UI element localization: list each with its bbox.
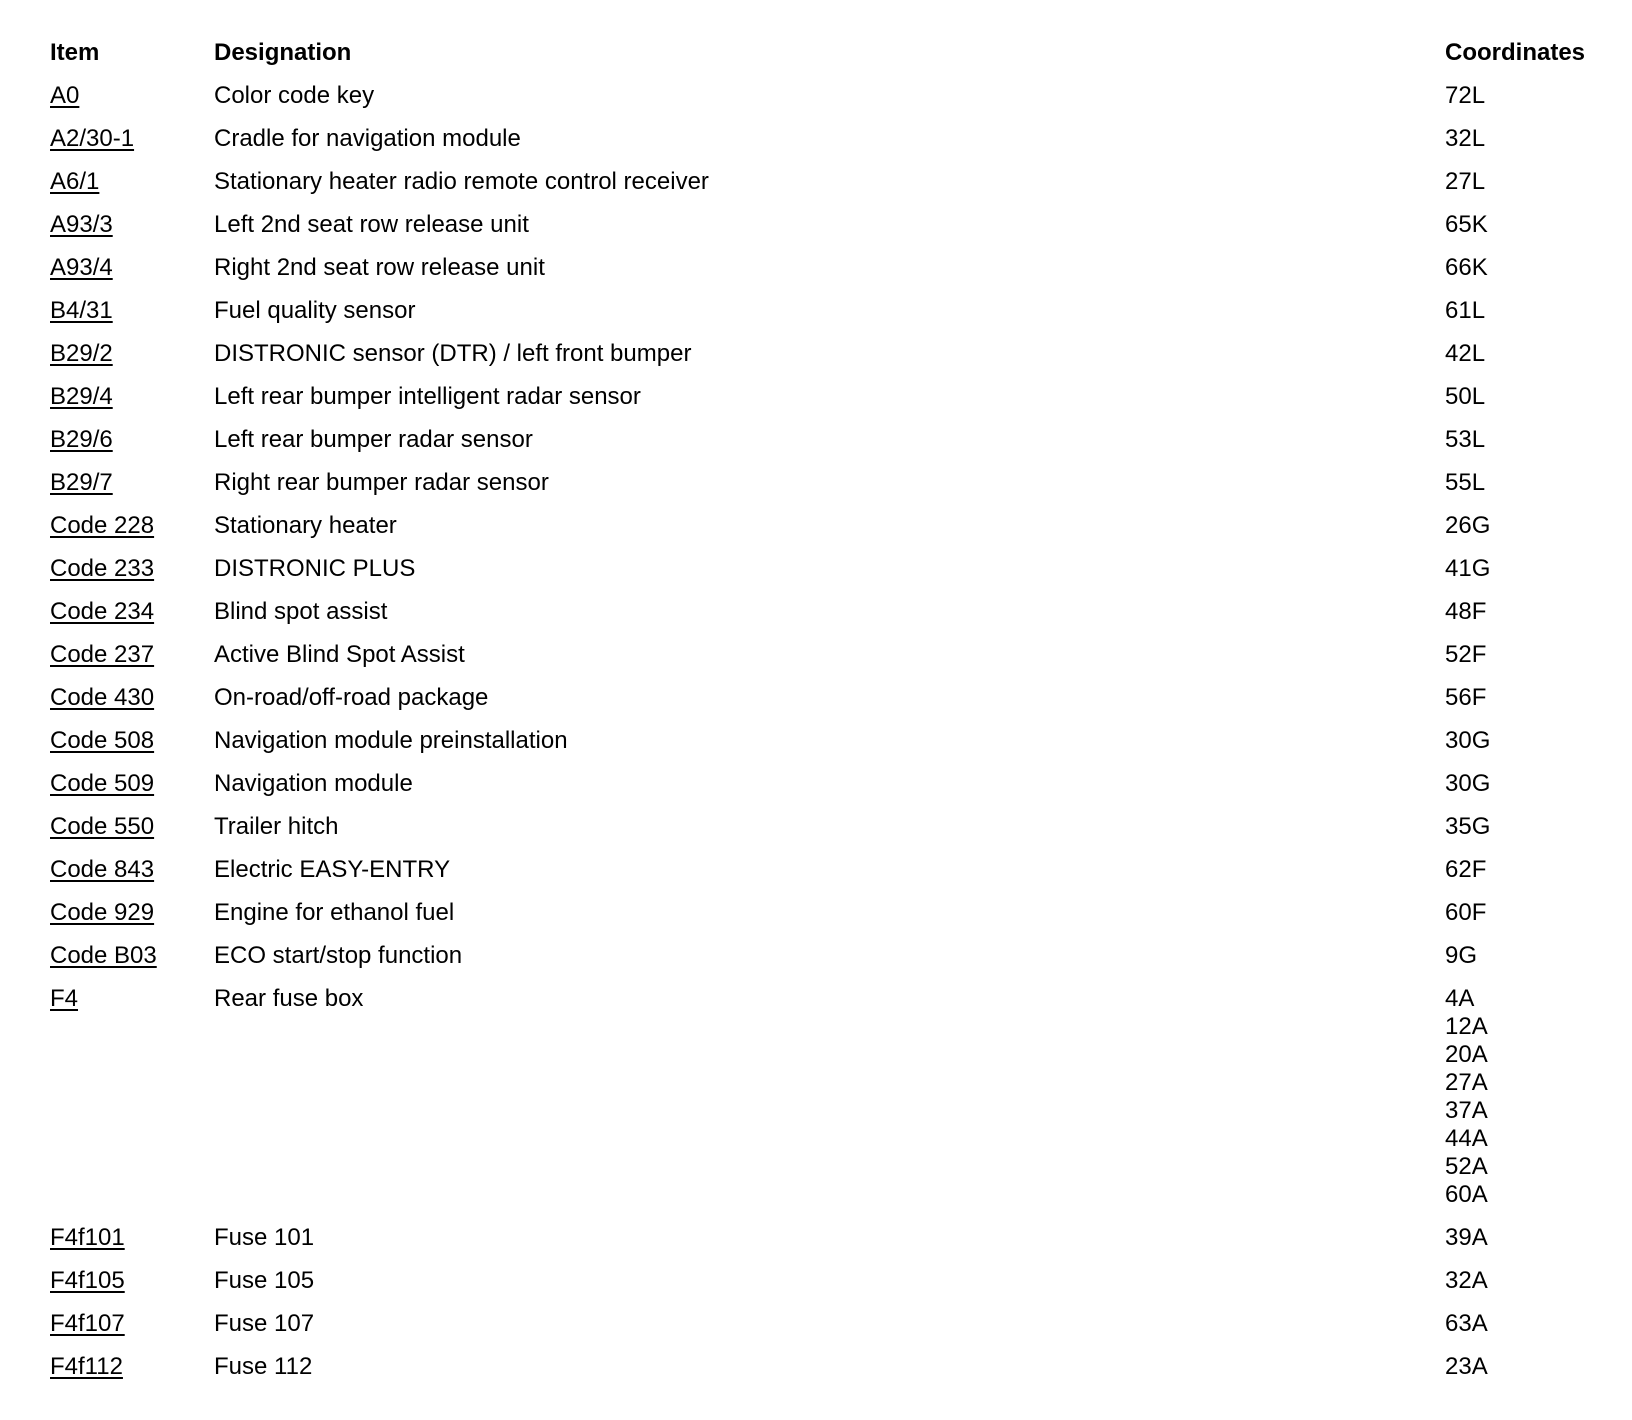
table-row xyxy=(50,125,1610,168)
item-link[interactable]: Code 509 xyxy=(50,770,155,797)
table-row xyxy=(50,82,1610,125)
coordinate-value: 4A xyxy=(1445,985,1475,1012)
coordinate-value: 41G xyxy=(1445,555,1491,582)
designation-cell: Blind spot assist xyxy=(214,598,388,625)
header-coordinates: Coordinates xyxy=(1445,39,1586,66)
coordinate-value: 35G xyxy=(1445,813,1491,840)
item-link[interactable]: Code 233 xyxy=(50,555,155,582)
item-cell xyxy=(50,770,154,798)
table-row xyxy=(50,512,1610,555)
designation-cell: Electric EASY-ENTRY xyxy=(214,856,451,883)
coordinates-cell xyxy=(1445,555,1490,583)
coordinate-value: 60A xyxy=(1445,1181,1488,1208)
coordinates-cell xyxy=(1445,856,1486,884)
item-link[interactable]: A93/4 xyxy=(50,254,113,281)
item-cell xyxy=(50,1353,123,1381)
item-cell xyxy=(50,254,113,282)
item-link[interactable]: Code 843 xyxy=(50,856,155,883)
coordinate-value: 27A xyxy=(1445,1069,1488,1096)
coordinate-value: 30G xyxy=(1445,727,1491,754)
designation-cell: DISTRONIC PLUS xyxy=(214,555,416,582)
table-row xyxy=(50,813,1610,856)
coordinate-value: 61L xyxy=(1445,297,1486,324)
designation-cell: ECO start/stop function xyxy=(214,942,463,969)
table-row xyxy=(50,426,1610,469)
coordinates-cell xyxy=(1445,254,1488,282)
coordinate-value: 53L xyxy=(1445,426,1486,453)
designation-cell: Fuel quality sensor xyxy=(214,297,416,324)
coordinates-cell xyxy=(1445,1310,1488,1338)
table-row xyxy=(50,598,1610,641)
designation-cell: Right 2nd seat row release unit xyxy=(214,254,545,281)
table-row xyxy=(50,727,1610,770)
item-cell xyxy=(50,168,99,196)
coordinate-value: 37A xyxy=(1445,1097,1488,1124)
item-cell xyxy=(50,340,113,368)
coordinates-cell xyxy=(1445,942,1477,970)
designation-cell: Rear fuse box xyxy=(214,985,364,1012)
coordinate-value: 63A xyxy=(1445,1310,1488,1337)
table-row xyxy=(50,1310,1610,1353)
table-row xyxy=(50,942,1610,985)
component-legend-table xyxy=(50,39,1610,1396)
table-row xyxy=(50,684,1610,727)
item-link[interactable]: B29/2 xyxy=(50,340,113,367)
coordinate-value: 12A xyxy=(1445,1013,1488,1040)
header-item: Item xyxy=(50,39,100,66)
item-cell xyxy=(50,297,113,325)
coordinates-cell xyxy=(1445,770,1490,798)
item-link[interactable]: Code 228 xyxy=(50,512,155,539)
item-cell xyxy=(50,211,113,239)
table-row xyxy=(50,211,1610,254)
designation-cell: DISTRONIC sensor (DTR) / left front bumper xyxy=(214,340,692,367)
item-cell xyxy=(50,856,154,884)
designation-cell: Left rear bumper intelligent radar sensor xyxy=(214,383,641,410)
coordinates-cell xyxy=(1445,727,1490,755)
table-row xyxy=(50,555,1610,598)
item-link[interactable]: F4f107 xyxy=(50,1310,125,1337)
designation-cell: Stationary heater xyxy=(214,512,397,539)
table-row xyxy=(50,899,1610,942)
table-row xyxy=(50,985,1610,1224)
item-link[interactable]: B4/31 xyxy=(50,297,113,324)
designation-cell: Navigation module xyxy=(214,770,413,797)
coordinate-value: 32L xyxy=(1445,125,1486,152)
coordinates-cell xyxy=(1445,211,1488,239)
coordinates-cell xyxy=(1445,426,1485,454)
item-link[interactable]: A2/30-1 xyxy=(50,125,135,152)
item-link[interactable]: F4 xyxy=(50,985,79,1012)
coordinates-cell xyxy=(1445,985,1488,1209)
coordinates-cell xyxy=(1445,598,1486,626)
coordinate-value: 52F xyxy=(1445,641,1487,668)
item-cell xyxy=(50,942,157,970)
coordinates-cell xyxy=(1445,82,1485,110)
designation-cell: Left 2nd seat row release unit xyxy=(214,211,529,238)
header-designation: Designation xyxy=(214,39,352,66)
coordinates-cell xyxy=(1445,1267,1488,1295)
coordinates-cell xyxy=(1445,297,1485,325)
designation-cell: Stationary heater radio remote control receiver xyxy=(214,168,709,195)
item-cell xyxy=(50,82,79,110)
coordinates-cell xyxy=(1445,469,1485,497)
item-link[interactable]: Code 508 xyxy=(50,727,155,754)
item-link[interactable]: Code 430 xyxy=(50,684,155,711)
designation-cell: Fuse 105 xyxy=(214,1267,315,1294)
table-row xyxy=(50,254,1610,297)
item-cell xyxy=(50,469,113,497)
table-row xyxy=(50,1353,1610,1396)
designation-cell: Color code key xyxy=(214,82,375,109)
designation-cell: Trailer hitch xyxy=(214,813,339,840)
item-link[interactable]: Code 550 xyxy=(50,813,155,840)
coordinate-value: 62F xyxy=(1445,856,1487,883)
item-link[interactable]: F4f101 xyxy=(50,1224,125,1251)
item-cell xyxy=(50,125,134,153)
coordinates-cell xyxy=(1445,899,1486,927)
coordinate-value: 39A xyxy=(1445,1224,1488,1251)
coordinate-value: 55L xyxy=(1445,469,1486,496)
item-link[interactable]: Code 237 xyxy=(50,641,155,668)
coordinates-cell xyxy=(1445,168,1485,196)
item-link[interactable]: A93/3 xyxy=(50,211,113,238)
designation-cell: On-road/off-road package xyxy=(214,684,489,711)
coordinates-cell xyxy=(1445,340,1485,368)
item-cell xyxy=(50,555,154,583)
item-cell xyxy=(50,1224,125,1252)
coordinates-cell xyxy=(1445,512,1490,540)
coordinates-cell xyxy=(1445,1353,1488,1381)
designation-cell: Engine for ethanol fuel xyxy=(214,899,455,926)
item-link[interactable]: B29/4 xyxy=(50,383,113,410)
item-link[interactable]: B29/7 xyxy=(50,469,113,496)
coordinates-cell xyxy=(1445,641,1486,669)
item-cell xyxy=(50,383,113,411)
item-link[interactable]: F4f105 xyxy=(50,1267,125,1294)
designation-cell: Fuse 101 xyxy=(214,1224,315,1251)
item-link[interactable]: A0 xyxy=(50,82,80,109)
coordinate-value: 50L xyxy=(1445,383,1486,410)
coordinate-value: 23A xyxy=(1445,1353,1488,1380)
table-row xyxy=(50,1267,1610,1310)
item-cell xyxy=(50,1310,125,1338)
table-body xyxy=(50,82,1610,1396)
item-link[interactable]: B29/6 xyxy=(50,426,113,453)
coordinate-value: 48F xyxy=(1445,598,1487,625)
item-cell xyxy=(50,426,113,454)
coordinate-value: 20A xyxy=(1445,1041,1488,1068)
coordinate-value: 9G xyxy=(1445,942,1478,969)
designation-cell: Right rear bumper radar sensor xyxy=(214,469,549,496)
designation-cell: Active Blind Spot Assist xyxy=(214,641,465,668)
table-row xyxy=(50,383,1610,426)
coordinate-value: 72L xyxy=(1445,82,1486,109)
item-cell xyxy=(50,813,154,841)
designation-cell: Left rear bumper radar sensor xyxy=(214,426,533,453)
designation-cell: Fuse 107 xyxy=(214,1310,315,1337)
item-link[interactable]: Code 929 xyxy=(50,899,155,926)
table-row xyxy=(50,1224,1610,1267)
table-row xyxy=(50,469,1610,512)
item-cell xyxy=(50,899,154,927)
item-cell xyxy=(50,512,154,540)
designation-cell: Navigation module preinstallation xyxy=(214,727,568,754)
item-cell xyxy=(50,1267,125,1295)
coordinates-cell xyxy=(1445,383,1485,411)
coordinate-value: 56F xyxy=(1445,684,1487,711)
coordinate-value: 60F xyxy=(1445,899,1487,926)
item-link[interactable]: A6/1 xyxy=(50,168,100,195)
coordinates-cell xyxy=(1445,1224,1488,1252)
table-row xyxy=(50,168,1610,211)
item-link[interactable]: Code 234 xyxy=(50,598,155,625)
coordinate-value: 30G xyxy=(1445,770,1491,797)
item-link[interactable]: F4f112 xyxy=(50,1353,123,1380)
designation-cell: Cradle for navigation module xyxy=(214,125,521,152)
table-row xyxy=(50,641,1610,684)
item-cell xyxy=(50,985,78,1013)
coordinates-cell xyxy=(1445,125,1485,153)
item-cell xyxy=(50,684,154,712)
coordinate-value: 26G xyxy=(1445,512,1491,539)
coordinates-cell xyxy=(1445,813,1490,841)
coordinate-value: 66K xyxy=(1445,254,1488,281)
coordinate-value: 52A xyxy=(1445,1153,1488,1180)
item-link[interactable]: Code B03 xyxy=(50,942,157,969)
coordinate-value: 65K xyxy=(1445,211,1488,238)
coordinate-value: 32A xyxy=(1445,1267,1488,1294)
table-row xyxy=(50,297,1610,340)
table-row xyxy=(50,340,1610,383)
coordinate-value: 42L xyxy=(1445,340,1486,367)
designation-cell: Fuse 112 xyxy=(214,1353,313,1380)
table-row xyxy=(50,770,1610,813)
item-cell xyxy=(50,641,154,669)
coordinates-cell xyxy=(1445,684,1486,712)
coordinate-value: 44A xyxy=(1445,1125,1488,1152)
table-row xyxy=(50,856,1610,899)
item-cell xyxy=(50,727,154,755)
item-cell xyxy=(50,598,154,626)
table-header-row xyxy=(50,39,1610,82)
coordinate-value: 27L xyxy=(1445,168,1486,195)
